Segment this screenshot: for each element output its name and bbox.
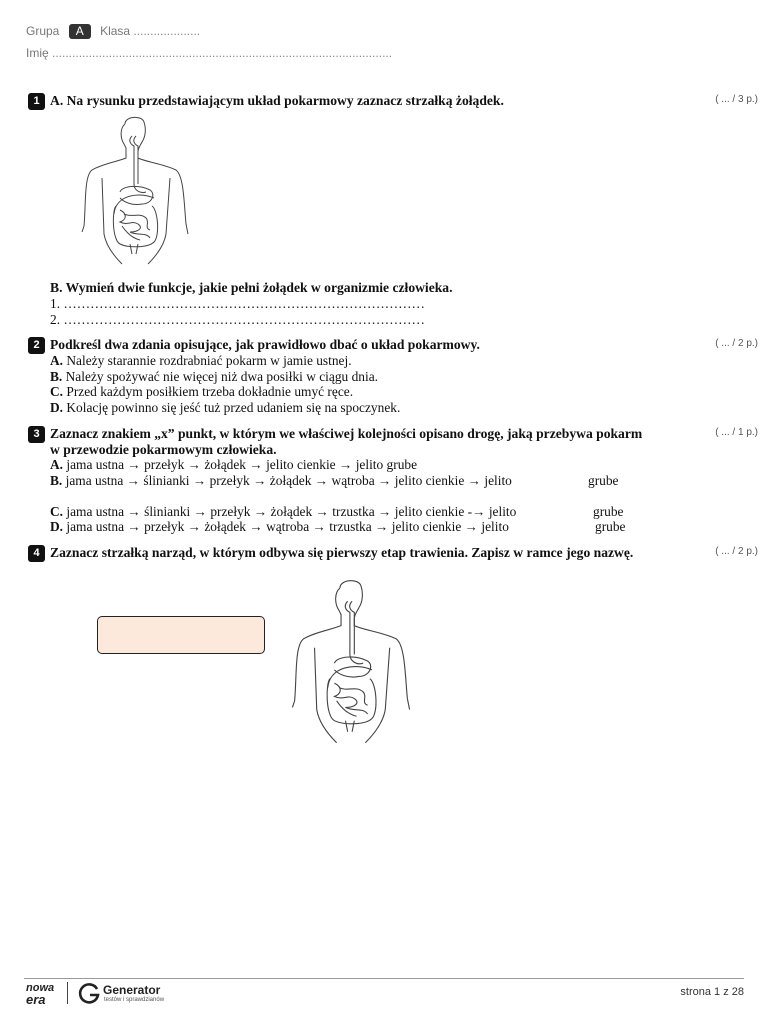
name-row <box>26 46 392 60</box>
question-2-points: ( ... / 2 p.) <box>715 338 758 349</box>
question-number-3: 3 <box>28 426 45 443</box>
class-label: Klasa <box>100 24 131 38</box>
answer-line-2[interactable]: 2. ……………………………………………………………………… <box>50 312 425 327</box>
q3-option-c-tail: grube <box>593 504 624 519</box>
answer-box[interactable] <box>97 616 265 654</box>
group-badge: A <box>69 24 91 39</box>
q3-option-d-tail: grube <box>595 519 626 534</box>
q3-option-a[interactable]: A. jama ustna → przełyk → żołądek → jelito cienkie → jelito grube <box>50 457 418 472</box>
name-field[interactable]: ...................................................................................................... <box>52 46 393 60</box>
group-class-row <box>26 24 200 39</box>
question-3-title-line2: w przewodzie pokarmowym człowieka. <box>50 442 277 457</box>
question-number-2: 2 <box>28 337 45 354</box>
q2-option-c[interactable]: C. Przed każdym posiłkiem trzeba dokładnie umyć ręce. <box>50 384 354 399</box>
group-label: Grupa <box>26 24 60 38</box>
question-number-1: 1 <box>28 93 45 110</box>
q2-option-a[interactable]: A. Należy starannie rozdrabniać pokarm w jamie ustnej. <box>50 353 352 368</box>
generator-title: Generator <box>103 983 161 997</box>
footer-divider <box>24 978 744 979</box>
digestive-system-illustration-1[interactable] <box>80 114 190 266</box>
digestive-system-illustration-2[interactable] <box>290 577 412 745</box>
answer-line-1[interactable]: 1. ……………………………………………………………………… <box>50 296 425 311</box>
generator-subtitle: testów i sprawdzianów <box>104 997 165 1003</box>
q2-option-d[interactable]: D. Kolację powinno się jeść tuż przed udaniem się na spoczynek. <box>50 400 401 415</box>
question-3-points: ( ... / 1 p.) <box>715 427 758 438</box>
page-number: strona 1 z 28 <box>680 986 744 998</box>
question-3-title-line1: Zaznacz znakiem „x” punkt, w którym we właściwej kolejności opisano drogę, jaką przebywa pokarm <box>50 426 643 441</box>
name-label: Imię <box>26 46 49 60</box>
question-number-4: 4 <box>28 545 45 562</box>
question-2-title: Podkreśl dwa zdania opisujące, jak prawidłowo dbać o układ pokarmowy. <box>50 337 480 352</box>
class-field[interactable]: .................... <box>133 24 201 38</box>
question-4-title: Zaznacz strzałką narząd, w którym odbywa się pierwszy etap trawienia. Zapisz w ramce jego nazwę. <box>50 545 634 560</box>
question-1b-title: B. Wymień dwie funkcje, jakie pełni żołądek w organizmie człowieka. <box>50 280 453 295</box>
question-4-points: ( ... / 2 p.) <box>715 546 758 557</box>
q3-option-d[interactable]: D. jama ustna → przełyk → żołądek → wątroba → trzustka → jelito cienkie → jelito <box>50 519 509 534</box>
question-1-title: A. Na rysunku przedstawiającym układ pokarmowy zaznacz strzałką żołądek. <box>50 93 504 108</box>
footer-separator <box>67 982 68 1004</box>
q3-option-b-tail: grube <box>588 473 619 488</box>
nowa-era-logo: nowa era <box>26 982 55 1007</box>
question-1-points: ( ... / 3 p.) <box>715 94 758 105</box>
q2-option-b[interactable]: B. Należy spożywać nie więcej niż dwa posiłki w ciągu dnia. <box>50 369 378 384</box>
generator-logo-icon <box>77 981 101 1005</box>
q3-option-b[interactable]: B. jama ustna → ślinianki → przełyk → żołądek → wątroba → jelito cienkie → jelito <box>50 473 512 488</box>
q3-option-c[interactable]: C. jama ustna → ślinianki → przełyk → żołądek → trzustka → jelito cienkie -→ jelito <box>50 504 517 519</box>
